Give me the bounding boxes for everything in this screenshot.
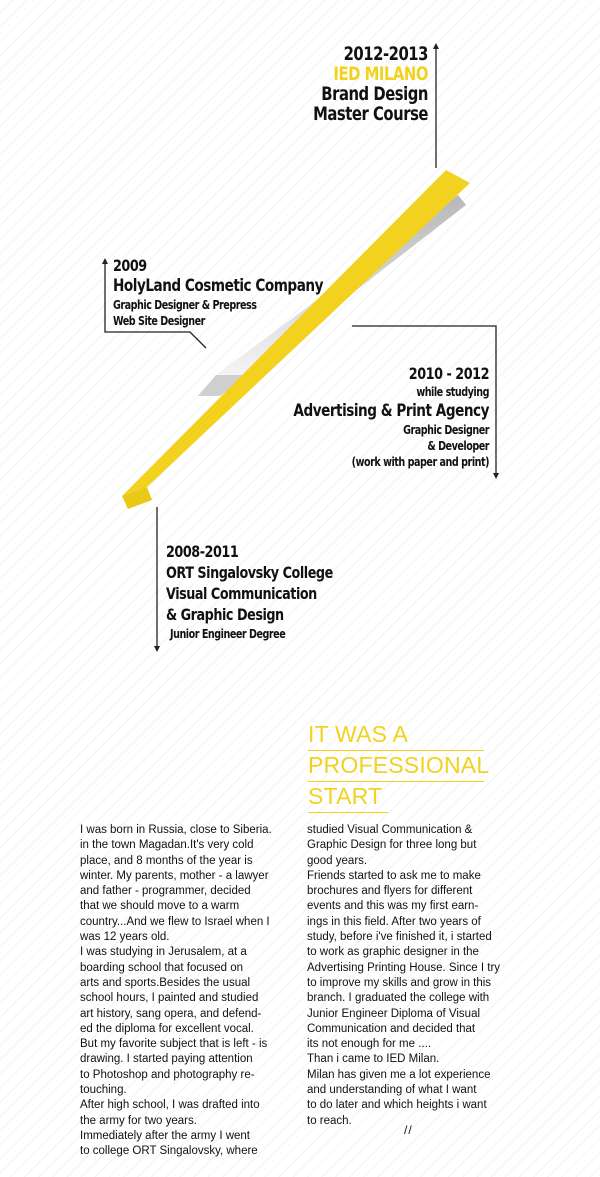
entry-course: Brand Design <box>321 83 428 105</box>
body-text-line: But my favorite subject that is left - is <box>80 1038 268 1051</box>
entry-year: 2010 - 2012 <box>408 364 489 383</box>
body-text-line: branch. I graduated the college with <box>307 992 490 1005</box>
entry-year: 2008-2011 <box>166 542 239 561</box>
body-text-line: Junior Engineer Diploma of Visual <box>307 1007 481 1020</box>
entry-company: Advertising & Print Agency <box>293 401 489 421</box>
body-text-line: to do later and which heights i want <box>307 1099 487 1112</box>
body-text-line: Communication and decided that <box>307 1022 476 1035</box>
entry-year: 2012-2013 <box>343 43 428 65</box>
body-text-line: that we should move to a warm <box>80 900 240 913</box>
body-text-line: Advertising Printing House. Since I try <box>307 961 501 974</box>
body-text-line: to work as graphic designer in the <box>307 946 479 959</box>
body-text-line: its not enough for me .... <box>307 1038 432 1051</box>
heading-line: IT WAS A <box>308 720 484 751</box>
body-text-line: Friends started to ask me to make <box>307 869 481 882</box>
connector-2009-arrow <box>102 258 108 264</box>
body-column-right <box>307 823 532 1129</box>
body-text-line: Than i came to IED Milan. <box>307 1053 440 1066</box>
body-text-line: Graphic Design for three long but <box>307 839 477 852</box>
body-text-line: was 12 years old. <box>80 931 170 944</box>
entry-company: HolyLand Cosmetic Company <box>113 276 323 296</box>
heading-line: START <box>308 782 388 813</box>
body-text-line: Milan has given me a lot experience <box>307 1068 491 1081</box>
body-text-line: place, and 8 months of the year is <box>80 854 253 867</box>
body-text-line: ed the diploma for excellent vocal. <box>80 1022 254 1035</box>
entry-role: & Developer <box>427 439 489 453</box>
body-text-line: to college ORT Singalovsky, where <box>80 1145 258 1158</box>
entry-field: & Graphic Design <box>166 605 284 624</box>
body-text-line: events and this was my first earn- <box>307 900 479 913</box>
timeline-entry-2010 <box>229 364 489 470</box>
entry-school: ORT Singalovsky College <box>166 563 333 582</box>
timeline-entry-2009 <box>113 256 375 329</box>
body-text-line: winter. My parents, mother - a lawyer <box>80 869 269 882</box>
end-mark: // <box>404 1123 413 1137</box>
body-text-line: studied Visual Communication & <box>307 824 473 836</box>
timeline-entry-2008 <box>166 542 374 643</box>
body-column-left <box>80 823 305 1160</box>
section-heading <box>308 720 490 813</box>
body-text-line: to reach. <box>307 1114 352 1127</box>
entry-degree: Junior Engineer Degree <box>170 627 286 641</box>
body-text-line: arts and sports.Besides the usual <box>80 976 251 989</box>
body-text-line: in the town Magadan.It's very cold <box>80 839 254 852</box>
body-text-line: I was studying in Jerusalem, at a <box>80 946 247 959</box>
entry-year: 2009 <box>113 256 147 275</box>
body-text-line: country...And we flew to Israel when I <box>80 915 270 928</box>
body-text-line: touching. <box>80 1084 127 1097</box>
entry-school: IED MILANO <box>333 63 428 85</box>
body-text-line: Immediately after the army I went <box>80 1129 251 1142</box>
body-text-line: good years. <box>307 854 368 867</box>
entry-role: Graphic Designer & Prepress <box>113 298 257 312</box>
body-text-line: the army for two years. <box>80 1114 197 1127</box>
body-text-line: drawing. I started paying attention <box>80 1053 253 1066</box>
timeline-entry-2012 <box>188 44 428 124</box>
body-text-line: and understanding of what I want <box>307 1084 477 1097</box>
heading-line: PROFESSIONAL <box>308 751 484 782</box>
connector-2008-arrow <box>154 646 160 652</box>
entry-field: Visual Communication <box>166 584 317 603</box>
body-text-line: art history, sang opera, and defend- <box>80 1007 262 1020</box>
entry-role-detail: (work with paper and print) <box>351 455 489 469</box>
body-text-line: school hours, I painted and studied <box>80 992 259 1005</box>
body-text-line: study, before i've finished it, i started <box>307 931 492 944</box>
body-text-line: and father - programmer, decided <box>80 885 251 898</box>
entry-note: while studying <box>416 385 489 399</box>
connector-2010-arrow <box>493 473 499 479</box>
body-text-line: ings in this field. After two years of <box>307 915 481 928</box>
entry-course-type: Master Course <box>313 103 428 125</box>
connector-2012-arrow <box>433 43 439 49</box>
entry-role: Graphic Designer <box>403 423 489 437</box>
body-text-line: to Photoshop and photography re- <box>80 1068 255 1081</box>
body-text-line: After high school, I was drafted into <box>80 1099 260 1112</box>
entry-role: Web Site Designer <box>113 314 205 328</box>
body-text-line: brochures and flyers for different <box>307 885 473 898</box>
body-text-line: to improve my skills and grow in this <box>307 976 492 989</box>
body-text-line: boarding school that focused on <box>80 961 244 974</box>
body-text-line: I was born in Russia, close to Siberia. <box>80 824 272 836</box>
